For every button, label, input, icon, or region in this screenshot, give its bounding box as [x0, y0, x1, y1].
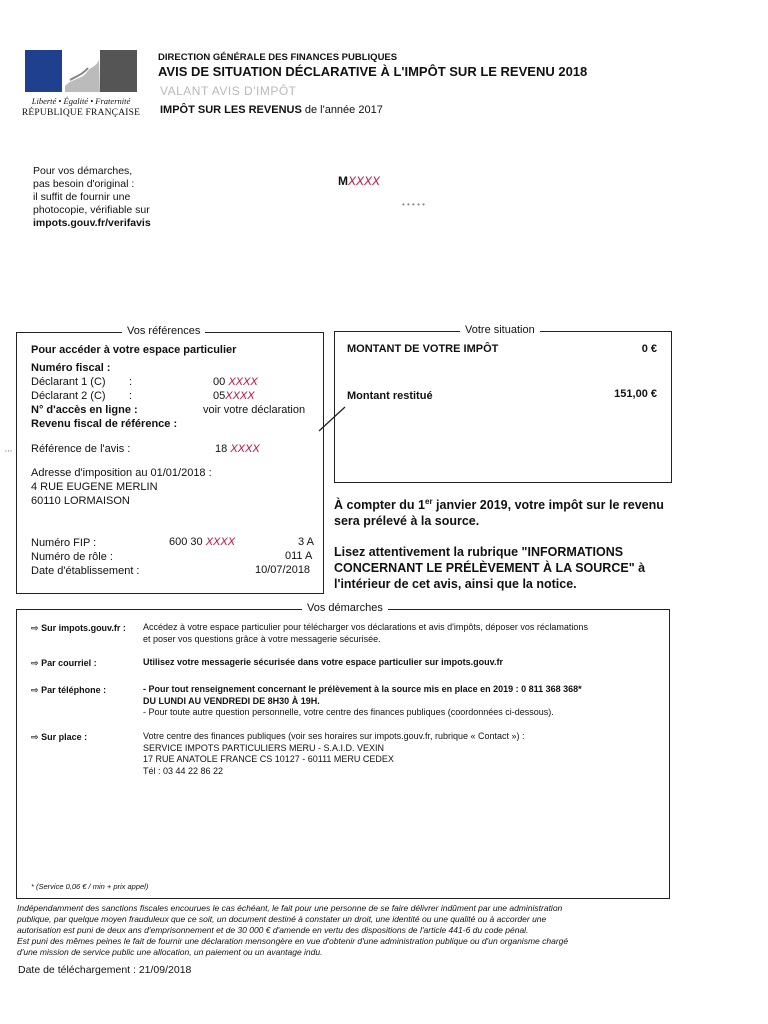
access-value: voir votre déclaration	[203, 404, 306, 416]
notice-text: À compter du 1	[334, 498, 425, 513]
legal-line: Indépendamment des sanctions fiscales encourues le cas échéant, le fait pour une personne de se faire délivrer indûment par une administration	[17, 903, 563, 913]
address-line2: 60110 LORMAISON	[31, 495, 130, 507]
site-label-text: Sur impots.gouv.fr :	[41, 623, 126, 633]
declarant2-sep: :	[129, 390, 133, 402]
verifavis-link: impots.gouv.fr/verifavis	[33, 217, 151, 229]
recipient-prefix: M	[338, 174, 348, 188]
download-date: Date de téléchargement : 21/09/2018	[18, 964, 192, 976]
revenu-label: Revenu fiscal de référence :	[31, 418, 178, 430]
declarant1-number: 00	[213, 376, 226, 388]
legal-line: Est puni des mêmes peines le fait de fournir une déclaration mensongère en vue d'obtenir d'une administration publique ou d'un organisme chargé	[17, 936, 569, 946]
republique-logo	[20, 50, 142, 120]
arrow-right-icon: ⇨	[31, 732, 39, 742]
phone-text-line: DU LUNDI AU VENDREDI DE 8H30 À 19H.	[143, 695, 320, 706]
place-text	[143, 731, 525, 777]
footnote: * (Service 0,06 € / min + prix appel)	[31, 882, 149, 891]
declarant1-sep: :	[129, 376, 133, 388]
prelevement-notice	[334, 494, 679, 529]
avis-title: AVIS DE SITUATION DÉCLARATIVE À L'IMPÔT SUR LE REVENU 2018	[158, 64, 588, 79]
role-value: 011 A	[285, 550, 313, 562]
arrow-right-icon: ⇨	[31, 685, 39, 695]
declarant2-number: 05	[213, 390, 226, 402]
redaction-mark: XXXX	[205, 536, 236, 548]
marianne-icon	[25, 50, 137, 92]
republique-francaise: RÉPUBLIQUE FRANÇAISE	[21, 108, 141, 118]
date-label: Date d'établissement :	[31, 565, 140, 577]
declarant1-label: Déclarant 1 (C)	[31, 376, 106, 388]
montant-label: MONTANT DE VOTRE IMPÔT	[347, 343, 499, 355]
fiscal-label: Numéro fiscal :	[31, 362, 111, 374]
fip-label: Numéro FIP :	[31, 537, 97, 549]
situation-box	[334, 324, 672, 483]
redaction-mark: XXXX	[225, 390, 255, 402]
montant-value: 0 €	[641, 343, 657, 355]
place-text-line: Tél : 03 44 22 86 22	[143, 765, 224, 776]
margin-mark: ⋮	[4, 447, 13, 455]
impot-label: IMPÔT SUR LES REVENUS	[160, 104, 302, 116]
restitue-value: 151,00 €	[614, 388, 657, 400]
access-label: N° d'accès en ligne :	[31, 404, 138, 416]
legal-notice	[17, 903, 667, 958]
recipient-name	[338, 174, 380, 188]
place-text-line: 17 RUE ANATOLE FRANCE CS 10127 - 60111 MERU CEDEX	[143, 754, 394, 764]
redaction-mark: XXXX	[228, 376, 258, 388]
read-notice: Lisez attentivement la rubrique "INFORMATIONS CONCERNANT LE PRÉLÈVEMENT À LA SOURCE" à l'intérieur de cet avis, ainsi que la notice.	[334, 545, 646, 591]
address-label: Adresse d'imposition au 01/01/2018 :	[31, 467, 212, 479]
valant-avis: VALANT AVIS D'IMPÔT	[160, 84, 297, 98]
place-label-text: Sur place :	[41, 732, 88, 742]
role-label: Numéro de rôle :	[31, 551, 113, 563]
place-text-line: SERVICE IMPOTS PARTICULIERS MERU - S.A.I.D. VEXIN	[143, 742, 385, 753]
legal-line: publique, par quelque moyen frauduleux que ce soit, un document destiné à constater un droit, une identité ou une qualité ou à accorder une	[17, 914, 547, 924]
scan-artifact: • • • • •	[402, 200, 425, 209]
avis-label: Référence de l'avis :	[31, 443, 131, 455]
access-title: Pour accéder à votre espace particulier	[31, 344, 237, 356]
mail-text: Utilisez votre messagerie sécurisée dans votre espace particulier sur impots.gouv.fr	[143, 657, 503, 667]
demarches-box	[16, 602, 670, 899]
redaction-mark: XXXX	[348, 174, 381, 188]
place-text-line: Votre centre des finances publiques (voir ses horaires sur impots.gouv.fr, rubrique « Contact ») :	[143, 731, 525, 741]
arrow-right-icon: ⇨	[31, 623, 39, 633]
phone-text-line: - Pour tout renseignement concernant le prélèvement à la source mis en place en 2019 : 0 811 368 368*	[143, 684, 582, 694]
notice-text: janvier 2019, votre impôt sur le revenu sera prélevé à la source.	[334, 498, 664, 529]
note-line: photocopie, vérifiable sur	[33, 204, 150, 216]
impot-year	[160, 104, 383, 116]
declarant2-label: Déclarant 2 (C)	[31, 390, 106, 402]
situation-legend: Votre situation	[460, 324, 540, 336]
phone-label	[31, 685, 106, 696]
avis-value	[215, 443, 260, 455]
site-label	[31, 623, 126, 634]
fip-value	[169, 536, 235, 548]
phone-text	[143, 684, 582, 719]
restitue-label: Montant restitué	[347, 390, 433, 402]
declarant2-value	[213, 390, 255, 402]
place-label	[31, 732, 87, 743]
site-text-line: et poser vos questions grâce à votre messagerie sécurisée.	[143, 633, 381, 644]
phone-text-line: - Pour toute autre question personnelle, votre centre des finances publiques (coordonnées ci-dessous).	[143, 707, 554, 717]
mail-label	[31, 658, 97, 669]
redaction-mark: XXXX	[230, 443, 260, 455]
demarches-note	[33, 165, 183, 230]
motto: Liberté • Égalité • Fraternité	[31, 96, 131, 106]
avis-number: 18	[215, 443, 228, 455]
legal-line: autorisation est puni de deux ans d'emprisonnement et de 30 000 € d'amende en vertu des dispositions de l'article 441-6 du code pénal.	[17, 925, 529, 935]
direction-title: DIRECTION GÉNÉRALE DES FINANCES PUBLIQUES	[158, 52, 398, 63]
impot-year-text: de l'année 2017	[304, 104, 383, 116]
address-line1: 4 RUE EUGENE MERLIN	[31, 481, 158, 493]
note-line: il suffit de fournir une	[33, 191, 131, 203]
site-text-line: Accédez à votre espace particulier pour télécharger vos déclarations et avis d'impôts, déposer vos réclamations	[143, 622, 588, 632]
note-line: pas besoin d'original :	[33, 178, 135, 190]
date-value: 10/07/2018	[255, 564, 311, 576]
notice-sup: er	[425, 497, 433, 506]
phone-label-text: Par téléphone :	[41, 685, 107, 695]
declarant1-value	[213, 376, 258, 388]
demarches-legend: Vos démarches	[302, 602, 388, 614]
fip-suffix: 3 A	[298, 536, 314, 548]
note-line: Pour vos démarches,	[33, 165, 133, 177]
references-box	[16, 325, 324, 594]
arrow-right-icon: ⇨	[31, 658, 39, 668]
references-legend: Vos références	[122, 325, 205, 337]
legal-line: d'une mission de service public une allocation, un paiement ou un avantage indu.	[17, 947, 323, 957]
site-text	[143, 622, 588, 645]
fip-number: 600 30	[169, 536, 203, 548]
mail-label-text: Par courriel :	[41, 658, 97, 668]
